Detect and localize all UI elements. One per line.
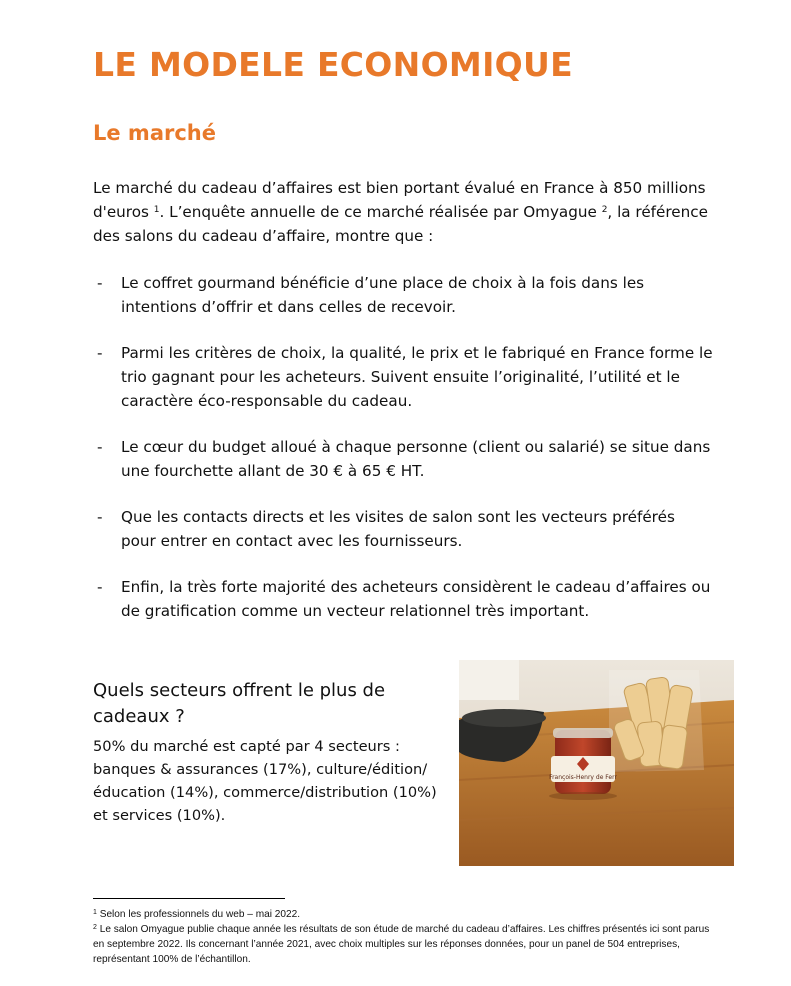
- footnote-2: [93, 922, 723, 967]
- bullet-dash: -: [97, 578, 103, 596]
- list-item: [93, 505, 713, 553]
- bullet-dash: -: [97, 438, 103, 456]
- list-item-text: Le coffret gourmand bénéficie d’une place de choix à la fois dans les intentions d’offrir et dans celles de recevoir.: [121, 274, 645, 316]
- bullet-dash: -: [97, 508, 103, 526]
- intro-text-3: , la référence des salons du cadeau d’affaire, montre que :: [93, 203, 708, 245]
- bullet-dash: -: [97, 274, 103, 292]
- list-item: [93, 435, 713, 483]
- section-heading: Le marché: [93, 121, 216, 145]
- jar-label-text: François-Henry de Ferr: [549, 774, 617, 781]
- intro-text-2: . L’enquête annuelle de ce marché réalisée par Omyague: [159, 203, 602, 221]
- footnote-1-number: 1: [93, 909, 97, 916]
- product-photo-illustration: [459, 660, 734, 866]
- list-item-text: Que les contacts directs et les visites de salon sont les vecteurs préférés pour entrer en contact avec les fournisseurs.: [121, 508, 675, 550]
- footnote-1: [93, 907, 723, 922]
- intro-paragraph: [93, 176, 713, 248]
- sectors-heading: Quels secteurs offrent le plus de cadeaux ?: [93, 680, 386, 727]
- footnote-1-text: Selon les professionnels du web – mai 2022.: [96, 909, 301, 920]
- findings-list: [93, 271, 713, 645]
- list-item-text: Parmi les critères de choix, la qualité, le prix et le fabriqué en France forme le trio gagnant pour les acheteurs. Suivent ensuite l’originalité, l’utilité et le caractère éco-responsable du cadeau.: [121, 344, 713, 410]
- list-item: [93, 341, 713, 413]
- bullet-dash: -: [97, 344, 103, 362]
- intro-text-1: Le marché du cadeau d’affaires est bien portant évalué en France à 850 millions d'euros: [93, 179, 706, 221]
- footnote-2-text: Le salon Omyague publie chaque année les résultats de son étude de marché du cadeau d’affaires. Les chiffres présentés ici sont parus en septembre 2022. Ils concernant l’année 2021, avec choix multiples sur les réponses données, pour un panel de 504 entreprises, représentant 100% de l’échantillon.: [93, 924, 710, 965]
- page-title: LE MODELE ECONOMIQUE: [93, 45, 573, 84]
- product-photo: [459, 660, 734, 866]
- footnotes: [93, 907, 723, 967]
- list-item: [93, 575, 713, 623]
- list-item: [93, 271, 713, 319]
- footnote-2-number: 2: [93, 924, 97, 931]
- sectors-paragraph: 50% du marché est capté par 4 secteurs : banques & assurances (17%), culture/édition/éducation (14%), commerce/distribution (10%) et services (10%).: [93, 738, 437, 824]
- footnote-separator: [93, 898, 285, 899]
- list-item-text: Enfin, la très forte majorité des acheteurs considèrent le cadeau d’affaires ou de gratification comme un vecteur relationnel très important.: [121, 578, 711, 620]
- footnote-ref-2[interactable]: 2: [601, 205, 608, 215]
- footnote-ref-1[interactable]: 1: [153, 205, 160, 215]
- list-item-text: Le cœur du budget alloué à chaque personne (client ou salarié) se situe dans une fourchette allant de 30 € à 65 € HT.: [121, 438, 711, 480]
